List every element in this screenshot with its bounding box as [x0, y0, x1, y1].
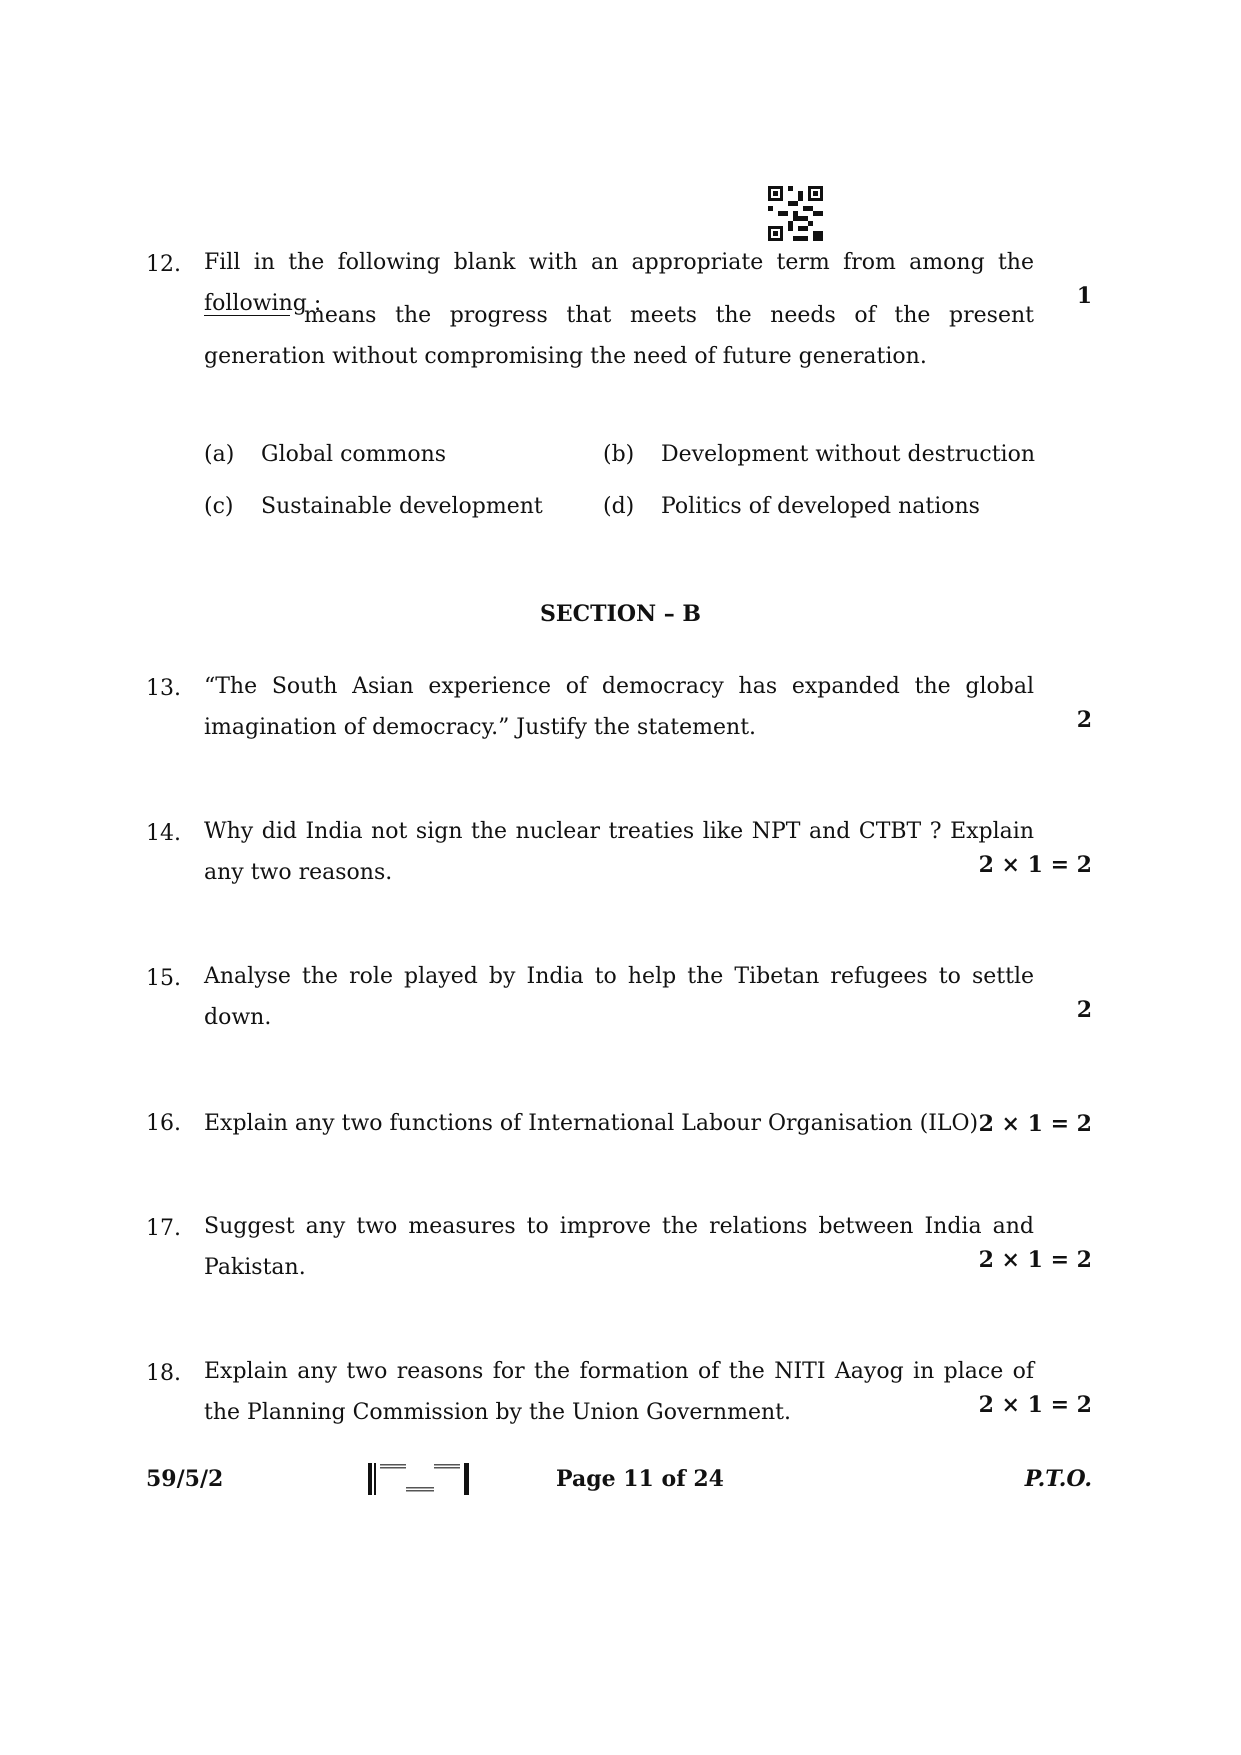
qr-code-icon: [768, 186, 823, 241]
question-number: 14.: [146, 821, 181, 846]
pto-label: P.T.O.: [1024, 1466, 1092, 1492]
section-b-title: SECTION – B: [539, 601, 701, 627]
question-number: 17.: [146, 1216, 181, 1241]
option-c-label: (c): [204, 494, 234, 519]
option-a-label: (a): [204, 442, 235, 467]
option-b-text: Development without destruction: [661, 442, 1036, 467]
option-d-label: (d): [603, 494, 635, 519]
question-15: [146, 966, 1092, 1056]
question-text: Fill in the following blank with an appropriate term from among the following :: [204, 250, 1034, 316]
question-text: Explain any two reasons for the formation of the NITI Aayog in place of the Planning Commission by the Union Government.: [204, 1359, 1034, 1425]
question-text: Suggest any two measures to improve the relations between India and Pakistan.: [204, 1214, 1034, 1280]
question-marks: 2 × 1 = 2: [978, 852, 1092, 878]
question-marks: 2 × 1 = 2: [978, 1111, 1092, 1137]
question-number: 16.: [146, 1111, 181, 1136]
question-number: 12.: [146, 252, 181, 277]
question-13: [146, 676, 1092, 766]
question-marks: 2 × 1 = 2: [978, 1392, 1092, 1418]
question-18: [146, 1361, 1092, 1451]
question-text: Why did India not sign the nuclear treaties like NPT and CTBT ? Explain any two reasons.: [204, 819, 1034, 885]
question-17: [146, 1216, 1092, 1306]
option-b-label: (b): [603, 442, 635, 467]
question-number: 15.: [146, 966, 181, 991]
option-d-text: Politics of developed nations: [661, 494, 980, 519]
option-c-text: Sustainable development: [261, 494, 543, 519]
question-text: Analyse the role played by India to help the Tibetan refugees to settle down.: [204, 964, 1034, 1030]
question-12: [146, 252, 1092, 532]
question-marks: 2 × 1 = 2: [978, 1247, 1092, 1273]
option-a-text: Global commons: [261, 442, 447, 467]
barcode-mark-icon: [366, 1460, 472, 1498]
question-number: 13.: [146, 676, 181, 701]
question-text: “The South Asian experience of democracy has expanded the global imagination of democracy.” Justify the statement.: [204, 674, 1034, 740]
question-marks: 2: [1076, 707, 1092, 733]
question-text: Explain any two functions of International Labour Organisation (ILO).: [204, 1111, 986, 1136]
question-14: [146, 821, 1092, 911]
question-16: [146, 1111, 1092, 1156]
question-number: 18.: [146, 1361, 181, 1386]
question-marks: 2: [1076, 997, 1092, 1023]
answer-blank: [204, 295, 290, 316]
paper-code: 59/5/2: [146, 1466, 224, 1492]
question-stem: means the progress that meets the needs of the present generation without compromising the need of future generation.: [204, 295, 1034, 377]
page-number: Page 11 of 24: [556, 1466, 724, 1492]
question-marks: 1: [1076, 283, 1092, 309]
